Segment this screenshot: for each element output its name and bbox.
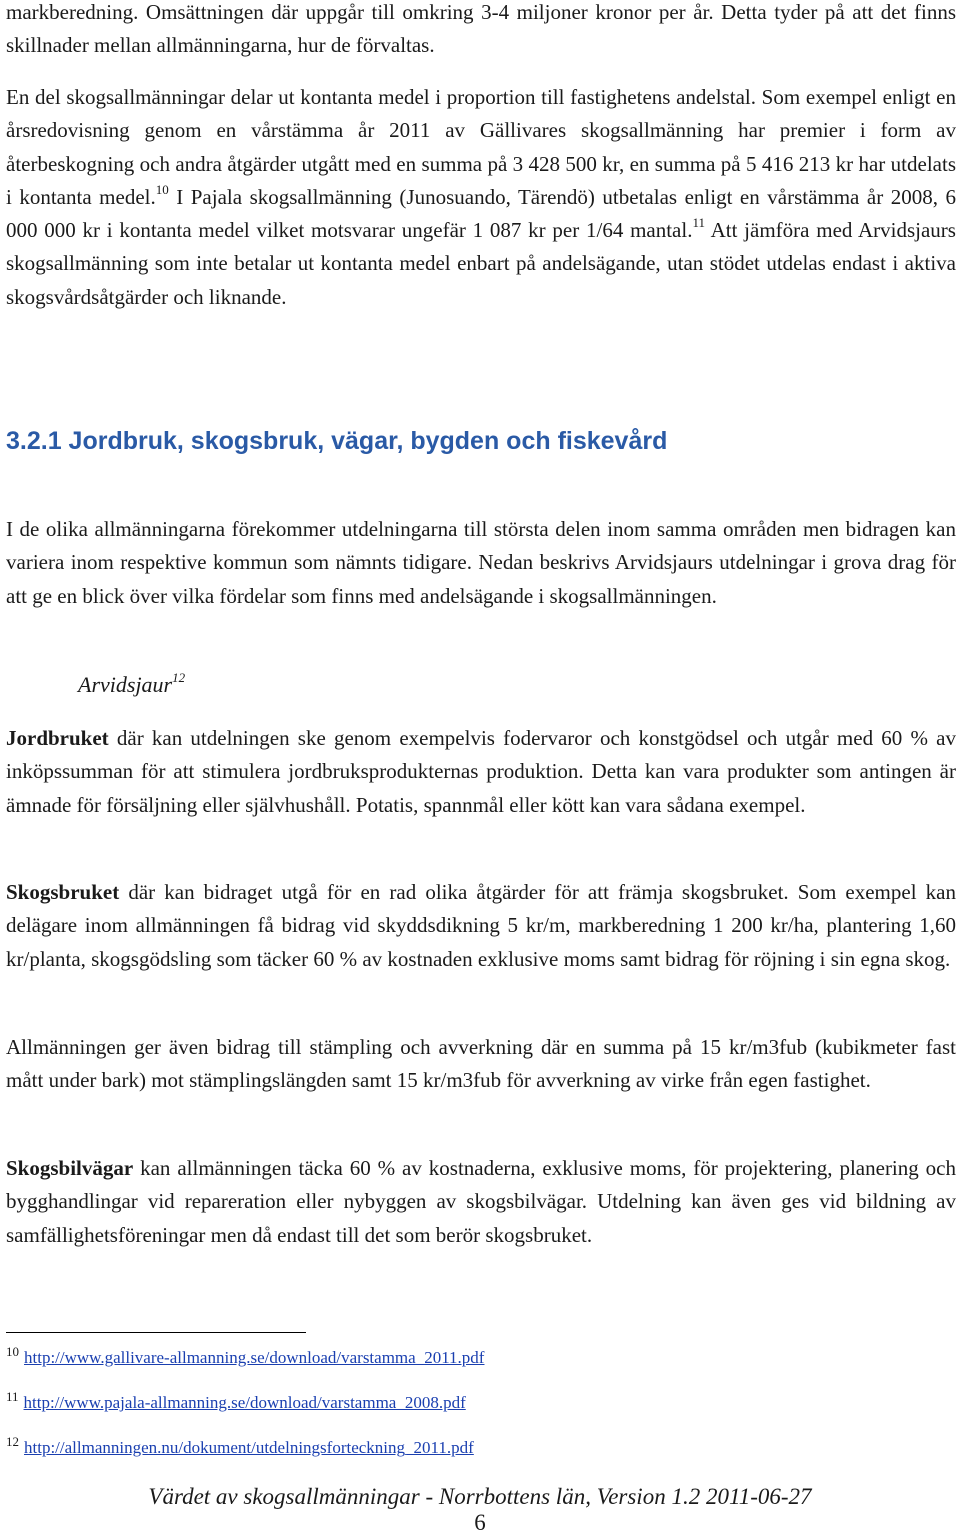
footnote-ref-10[interactable]: 10: [155, 181, 169, 197]
paragraph-intro-continuation: markberedning. Omsättningen där uppgår till omkring 3-4 miljoner kronor per år. Detta tyder på att det finns skillnader mellan allmänningarna, hur de förvaltas.: [6, 0, 956, 58]
paragraph-stampling: Allmänningen ger även bidrag till stämpling och avverkning där en summa på 15 kr/m3fub (kubikmeter fast mått under bark) mot stämplingslängden samt 15 kr/m3fub för avverkning av virke från egen fastighet.: [6, 1035, 956, 1093]
paragraph-text: där kan bidraget utgå för en rad olika åtgärder för att främja skogsbruket. Som exempel kan delägare inom allmänningen få bidrag vid skyddsdikning 5 kr/m, markberedning 1 200 kr/ha, plantering 1,60 kr/planta, skogsgödsling som täcker 60 % av kostnaden exklusive moms samt bidrag för röjning i sin egna skog.: [6, 880, 956, 971]
footer-title: Värdet av skogsallmänningar - Norrbottens län, Version 1.2 2011-06-27: [148, 1484, 812, 1509]
paragraph-text: I Pajala skogsallmänning (Junosuando, Tärendö) utbetalas enligt en vårstämma år 2008, 6 000 000 kr i kontanta medel vilket motsvarar ungefär 1 087 kr per 1/64 mantal.: [6, 184, 956, 243]
subheading-arvidsjaur: [78, 670, 185, 700]
page-number: 6: [474, 1510, 486, 1535]
footnote-link[interactable]: http://www.pajala-allmanning.se/download/varstamma_2008.pdf: [23, 1393, 466, 1412]
paragraph-text: där kan utdelningen ske genom exempelvis fodervaror och konstgödsel och utgår med 60 % av inköpssumman för att stimulera jordbruksprodukternas produktion. Detta kan vara produkter som antingen är ämnade för försäljning eller självhushåll. Potatis, spannmål eller kött kan vara sådana exempel.: [6, 726, 956, 817]
term-jordbruket: Jordbruket: [6, 726, 109, 750]
subheading-text: Arvidsjaur: [78, 672, 173, 697]
paragraph-cash-distribution: [6, 81, 956, 314]
paragraph-jordbruket: [6, 722, 956, 822]
footnote-10: [6, 1344, 485, 1370]
paragraph-overview: I de olika allmänningarna förekommer utdelningarna till största delen inom samma områden men bidragen kan variera inom respektive kommun som nämnts tidigare. Nedan beskrivs Arvidsjaurs utdelningar i grova drag för att ge en blick över vilka fördelar som finns med andelsägande i skogsallmänningen.: [6, 517, 956, 608]
footnote-ref-12[interactable]: 12: [172, 669, 186, 685]
term-skogsbilvagar: Skogsbilvägar: [6, 1156, 134, 1180]
footnote-number: 10: [6, 1344, 19, 1359]
paragraph-text: Att jämföra med Arvidsjaurs skogsallmänning som inte betalar ut kontanta medel enbart på andelsägande, utan stödet utdelas endast i aktiva skogsvårdsåtgärder och liknande.: [6, 218, 956, 309]
footnote-number: 11: [6, 1389, 19, 1404]
paragraph-skogsbilvagar: [6, 1152, 956, 1252]
footnote-ref-11[interactable]: 11: [692, 215, 705, 231]
footnote-12: [6, 1434, 474, 1460]
footnote-11: [6, 1389, 466, 1415]
footnote-link[interactable]: http://www.gallivare-allmanning.se/download/varstamma_2011.pdf: [24, 1348, 485, 1367]
footnote-link[interactable]: http://allmanningen.nu/dokument/utdelningsforteckning_2011.pdf: [24, 1438, 474, 1457]
section-heading: 3.2.1 Jordbruk, skogsbruk, vägar, bygden och fiskevård: [6, 427, 668, 455]
footnote-number: 12: [6, 1434, 19, 1449]
paragraph-text: kan allmänningen täcka 60 % av kostnaderna, exklusive moms, för projektering, planering och bygghandlingar vid repareration eller nybyggen av skogsbilvägar. Utdelning kan även ges vid bildning av samfällighetsföreningar men då endast till det som berör skogsbruket.: [6, 1156, 956, 1247]
term-skogsbruket: Skogsbruket: [6, 880, 120, 904]
paragraph-skogsbruket: [6, 876, 956, 976]
paragraph-text: En del skogsallmänningar delar ut kontanta medel i proportion till fastighetens andelstal. Som exempel enligt en årsredovisning genom en vårstämma år 2011 av Gällivares skogsallmänning har premier i form av återbeskogning och andra åtgärder utgått med en summa på 3 428 500 kr, en summa på 5 416 213 kr har utdelats i kontanta medel.: [6, 85, 956, 209]
footnote-divider: [6, 1332, 306, 1333]
